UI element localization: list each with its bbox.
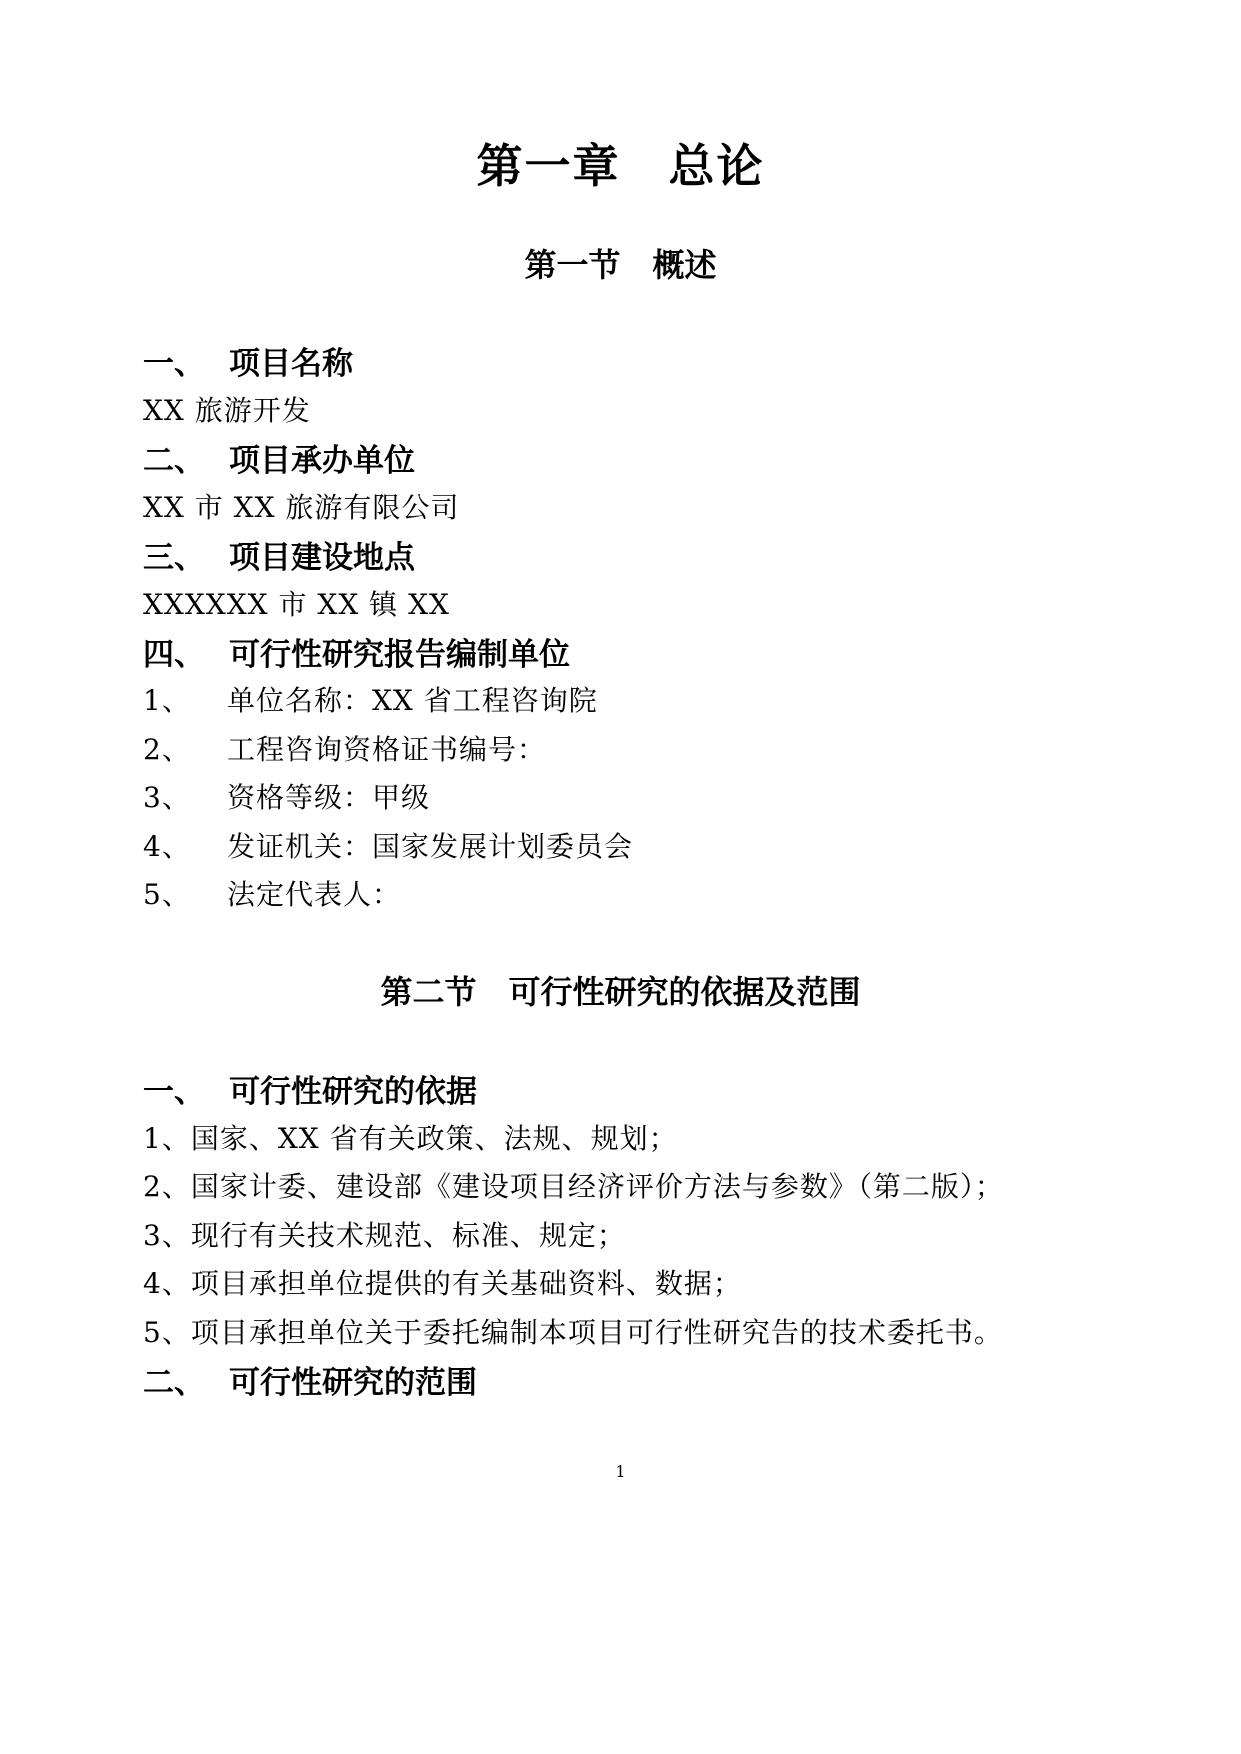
- item-number: 四、: [143, 637, 205, 673]
- list-item: [143, 825, 633, 865]
- list-text: 发证机关：国家发展计划委员会: [227, 830, 634, 863]
- chapter-title: 第一章 总论: [476, 139, 765, 193]
- item-heading: [143, 338, 353, 383]
- basis-item: 2、国家计委、建设部《建设项目经济评价方法与参数》（第二版）；: [143, 1170, 1004, 1203]
- basis-item: 4、项目承担单位提供的有关基础资料、数据；: [143, 1267, 742, 1300]
- list-number: 3、: [143, 781, 191, 814]
- list-text: 资格等级：甲级: [227, 781, 431, 814]
- list-item: [143, 776, 430, 816]
- item-heading: [143, 1066, 477, 1111]
- list-text: 单位名称：XX 省工程咨询院: [227, 684, 598, 717]
- item-heading: [143, 435, 415, 480]
- list-item: [143, 679, 598, 719]
- item-heading: [143, 629, 570, 674]
- item-number: 二、: [143, 443, 205, 479]
- item-heading: [143, 1357, 477, 1402]
- basis-item: 1、国家、XX 省有关政策、法规、规划；: [143, 1122, 678, 1155]
- basis-item: 5、项目承担单位关于委托编制本项目可行性研究告的技术委托书。: [143, 1316, 1003, 1349]
- list-number: 4、: [143, 830, 191, 863]
- item-number: 一、: [143, 1074, 205, 1110]
- item-heading-text: 可行性研究的范围: [229, 1365, 477, 1401]
- item-heading: [143, 532, 415, 577]
- section-title: 第一节 概述: [524, 246, 717, 284]
- basis-item: 3、现行有关技术规范、标准、规定；: [143, 1219, 626, 1252]
- item-heading-text: 项目名称: [229, 346, 353, 382]
- item-heading-text: 可行性研究的依据: [229, 1074, 477, 1110]
- page-number: 1: [615, 1462, 626, 1481]
- section-title: 第二节 可行性研究的依据及范围: [380, 973, 861, 1011]
- item-heading-text: 项目建设地点: [229, 540, 415, 576]
- list-number: 2、: [143, 733, 191, 766]
- item-heading-text: 项目承办单位: [229, 443, 415, 479]
- list-text: 法定代表人：: [227, 878, 402, 911]
- list-text: 工程咨询资格证书编号：: [227, 733, 547, 766]
- list-item: [143, 728, 546, 768]
- item-text: XXXXXX 市 XX 镇 XX: [143, 588, 450, 621]
- list-number: 5、: [143, 878, 191, 911]
- item-number: 二、: [143, 1365, 205, 1401]
- item-number: 三、: [143, 540, 205, 576]
- item-number: 一、: [143, 346, 205, 382]
- item-text: XX 市 XX 旅游有限公司: [143, 491, 460, 524]
- item-heading-text: 可行性研究报告编制单位: [229, 637, 570, 673]
- item-text: XX 旅游开发: [143, 394, 311, 427]
- list-item: [143, 873, 401, 913]
- list-number: 1、: [143, 684, 191, 717]
